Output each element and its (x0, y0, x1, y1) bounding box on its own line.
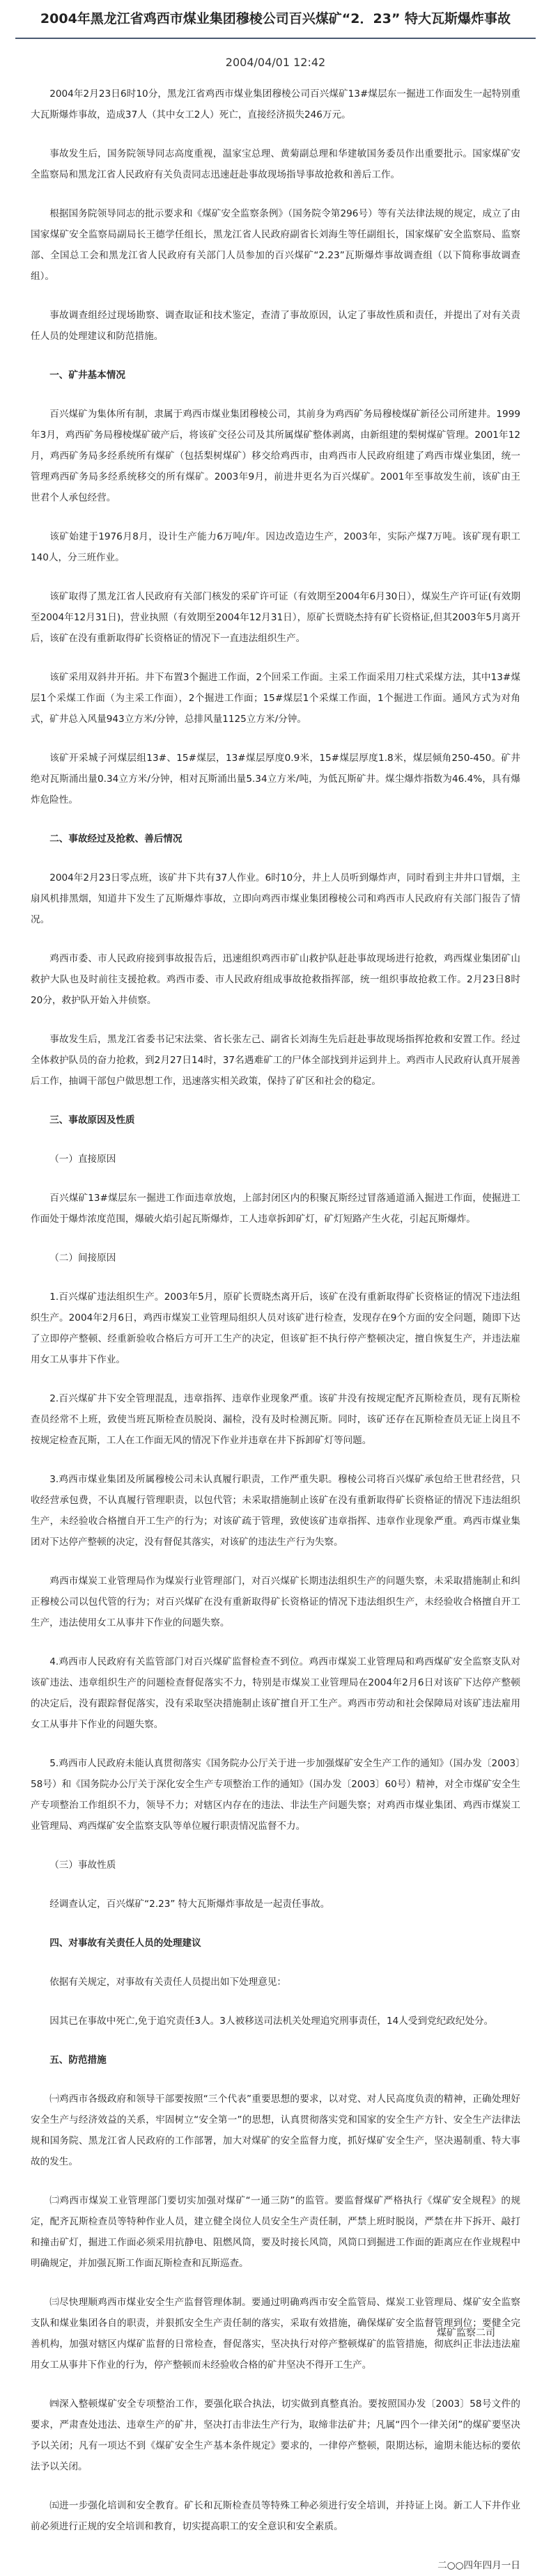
body-paragraph: 事故调查组经过现场勘察、调查取证和技术鉴定，查清了事故原因，认定了事故性质和责任，并提出了对有关责任人员的处理建议和防范措施。 (31, 310, 520, 342)
paragraph-gap (31, 2274, 520, 2292)
document-title: 2004年黑龙江省鸡西市煤业集团穆棱公司百兴煤矿“2．23” 特大瓦斯爆炸事故 (40, 11, 511, 26)
paragraph-gap (31, 1633, 520, 1651)
paragraph-gap (31, 1451, 520, 1469)
paragraph-gap (31, 185, 520, 203)
body-paragraph: 事故发生后，黑龙江省委书记宋法棠、省长张左己、副省长刘海生先后赶赴事故现场指挥抢救和安置工作。经过全体救护队员的奋力抢救，到2月27日14时，37名遇难矿工的尸体全部找到并运到井上。鸡西市人民政府认真开展善后工作，抽调干部包户做思想工作，迅速落实相关政策，保持了矿区和社会的稳定。 (31, 1034, 520, 1087)
section-heading: 一、矿井基本情况 (49, 370, 125, 381)
paragraph-gap (31, 1269, 520, 1287)
section-heading: 五、防范措施 (49, 2055, 107, 2066)
paragraph-gap (31, 2375, 520, 2394)
body-paragraph: 5.鸡西市人民政府未能认真贯彻落实《国务院办公厅关于进一步加强煤矿安全生产工作的通知》（国办发〔2003〕58号）和《国务院办公厅关于深化安全生产专项整治工作的通知》（国办发〔2003〕60号）精神，对全市煤矿安全生产专项整治工作组织不力，领导不力；对辖区内存在的违法、非法生产问题失察；对鸡西市煤业集团、鸡西市煤炭工业管理局、鸡西煤矿安全监察支队等单位履行职责情况监督不力。 (31, 1758, 520, 1832)
document-date-signature: 二○○四年四月一日 (437, 2560, 520, 2571)
body-paragraph: 1.百兴煤矿违法组织生产。2003年5月，原矿长贾晓杰离开后，该矿在没有重新取得矿长资格证的情况下违法组织生产。2004年2月6日，鸡西市煤炭工业管理局组织人员对该矿进行检查，发现存在9个方面的安全问题，随即下达了立即停产整顿、经重新验收合格后方可开工生产的决定，但该矿拒不执行停产整顿决定，擅自恢复生产，并违法雇用女工从事井下作业。 (31, 1291, 520, 1365)
paragraph-gap (31, 1735, 520, 1753)
body-paragraph: 事故发生后，国务院领导同志高度重视，温家宝总理、黄菊副总理和华建敏国务委员作出重要批示。国家煤矿安全监察局和黑龙江省人民政府有关负责同志迅速赶赴事故现场指导事故抢救和善后工作。 (31, 148, 520, 180)
paragraph-gap (31, 568, 520, 586)
body-paragraph: ㈢尽快理顺鸡西市煤业安全生产监督管理体制。要通过明确鸡西市安全监管局、煤炭工业管理局、煤矿安全监察支队和煤业集团各自的职责，并狠抓安全生产责任制的落实，采取有效措施，确保煤矿安全监督管理到位；要健全完善机构，加强对辖区内煤矿监督的日常检查，督促落实，坚决执行对停产整顿煤矿的监管措施，彻底纠正非法违法雇用女工从事井下作业的行为，停产整顿而未经验收合格的矿井坚决不得开工生产。 (31, 2297, 520, 2371)
body-paragraph: （一）直接原因 (49, 1154, 116, 1165)
body-paragraph: 依据有关规定，对事故有关责任人员提出如下处理意见： (49, 1977, 287, 1988)
title-divider (15, 38, 536, 39)
paragraph-gap (31, 1954, 520, 1972)
body-paragraph: 2004年2月23日6时10分，黑龙江省鸡西市煤业集团穆棱公司百兴煤矿13#煤层东一掘进工作面发生一起特别重大瓦斯爆炸事故，造成37人（其中女工2人）死亡，直接经济损失246万元。 (31, 88, 520, 120)
body-paragraph: 2004年2月23日零点班，该矿井下共有37人作业。6时10分，井上人员听到爆炸声，同时看到主井井口冒烟，主扇风机排黑烟，知道井下发生了瓦斯爆炸事故，立即向鸡西市煤业集团穆棱公司和鸡西市人民政府有关部门报告了情况。 (31, 872, 520, 925)
body-paragraph: ㈤进一步强化培训和安全教育。矿长和瓦斯检查员等特殊工种必须进行安全培训，并持证上岗。新工人下井作业前必须进行正规的安全培训和教育，切实提高职工的安全意识和安全素质。 (31, 2500, 520, 2532)
body-paragraph: 4.鸡西市人民政府有关监管部门对百兴煤矿监督检查不到位。鸡西市煤炭工业管理局和鸡西煤矿安全监察支队对该矿违法、违章组织生产的问题检查督促落实不力，特别是市煤炭工业管理局在2004年2月6日对该矿下达停产整顿的决定后，没有跟踪督促落实，没有采取坚决措施制止该矿擅自开工生产。鸡西市劳动和社会保障局对该矿违法雇用女工从事井下作业的问题失察。 (31, 1656, 520, 1730)
paragraph-gap (31, 1915, 520, 1933)
body-paragraph: （三）事故性质 (49, 1860, 116, 1871)
paragraph-gap (31, 1876, 520, 1894)
body-paragraph: 经调查认定，百兴煤矿“2.23” 特大瓦斯爆炸事故是一起责任事故。 (49, 1899, 330, 1910)
body-paragraph: （二）间接原因 (49, 1252, 116, 1264)
paragraph-gap (31, 930, 520, 948)
body-paragraph: 该矿开采城子河煤层组13#、15#煤层，13#煤层厚度0.9米，15#煤层厚度1.8米，煤层倾角250-450。矿井绝对瓦斯涌出量0.34立方米/分钟，相对瓦斯涌出量5.34立方米/吨，为低瓦斯矿井。煤尘爆炸指数为46.4%，具有爆炸危险性。 (31, 753, 520, 806)
body-paragraph: ㈠鸡西市各级政府和领导干部要按照“三个代表”重要思想的要求，以对党、对人民高度负责的精神，正确处理好安全生产与经济效益的关系，牢固树立“安全第一”的思想，认真贯彻落实党和国家的安全生产方针、安全生产法律法规和国务院、黑龙江省人民政府的工作部署，加大对煤矿的安全监督力度，抓好煤矿安全生产，坚决遏制重、特大事故的发生。 (31, 2094, 520, 2167)
body-paragraph: 3.鸡西市煤业集团及所属穆棱公司未认真履行职责，工作严重失职。穆棱公司将百兴煤矿承包给王世君经营，只收经营承包费，不认真履行管理职责，以包代管；未采取措施制止该矿在没有重新取得矿长资格证的情况下违法组织生产，未经验收合格擅自开工生产的行为；对该矿疏于管理，致使该矿违章指挥、违章作业现象严重。鸡西市煤业集团对下达停产整顿的决定，没有督促其落实，对该矿的违法生产行为失察。 (31, 1474, 520, 1548)
paragraph-gap (31, 1553, 520, 1571)
body-paragraph: 鸡西市煤炭工业管理局作为煤炭行业管理部门，对百兴煤矿长期违法组织生产的问题失察，未采取措施制止和纠正穆棱公司以包代管的行为；对百兴煤矿在没有重新取得矿长资格证的情况下违法组织生产，未经验收合格擅自开工生产，违法使用女工从事井下作业的问题失察。 (31, 1576, 520, 1628)
paragraph-gap (31, 1230, 520, 1248)
paragraph-gap (31, 730, 520, 748)
section-heading: 三、事故原因及性质 (49, 1115, 135, 1126)
body-paragraph: 因其已在事故中死亡,免于追究责任3人。3人被移送司法机关处理追究刑事责任，14人受到党纪政纪处分。 (49, 2016, 494, 2027)
body-paragraph: 该矿取得了黑龙江省人民政府有关部门核发的采矿许可证（有效期至2004年6月30日），煤炭生产许可证(有效期至2004年12月31日)，营业执照（有效期至2004年12月31日），原矿长贾晓杰持有矿长资格证,但其2003年5月离开后，该矿在没有重新取得矿长资格证的情况下一直违法组织生产。 (31, 591, 520, 644)
paragraph-gap (31, 1370, 520, 1388)
body-paragraph: 2.百兴煤矿井下安全管理混乱，违章指挥、违章作业现象严重。该矿井没有按规定配齐瓦斯检查员，现有瓦斯检查员经常不上班，致使当班瓦斯检查员脱岗、漏检，没有及时检测瓦斯。同时，该矿还存在瓦斯检查员无证上岗且不按规定检查瓦斯，工人在工作面无风的情况下作业并违章在井下拆卸矿灯等问题。 (31, 1393, 520, 1446)
paragraph-gap (31, 649, 520, 667)
issuing-department: 煤矿监察二司 (437, 2327, 495, 2339)
body-paragraph: 鸡西市委、市人民政府接到事故报告后，迅速组织鸡西市矿山救护队赶赴事故现场进行抢救，鸡西煤业集团矿山救护大队也及时前往支援抢救。鸡西市委、市人民政府组成事故抢救指挥部，统一组织事故抢救工作。2月23日8时20分，救护队开始入井侦察。 (31, 953, 520, 1006)
paragraph-gap (31, 810, 520, 828)
body-paragraph: 百兴煤矿为集体所有制，隶属于鸡西市煤业集团穆棱公司，其前身为鸡西矿务局穆棱煤矿新径公司所建井。1999年3月，鸡西矿务局穆棱煤矿破产后，将该矿交径公司及其所属煤矿整体剥离，由新组建的梨树煤矿管理。2001年12月，鸡西矿务局多经系统所有煤矿（包括梨树煤矿）移交给鸡西市，由鸡西市人民政府组建了鸡西市煤业集团，统一管理鸡西矿务局多经系统移交的所有煤矿。2003年9月，前进井更名为百兴煤矿。2001年至事故发生前，该矿由王世君个人承包经营。 (31, 409, 520, 503)
paragraph-gap (31, 2032, 520, 2050)
paragraph-gap (31, 1837, 520, 1855)
body-paragraph: 该矿采用双斜井开拓。井下布置3个掘进工作面，2个回采工作面。主采工作面采用刀柱式采煤方法，其中13#煤层1个采煤工作面（为主采工作面），2个掘进工作面；15#煤层1个采煤工作面，1个掘进工作面。通风方式为对角式，矿井总入风量943立方米/分钟，总排风量1125立方米/分钟。 (31, 672, 520, 725)
paragraph-gap (31, 849, 520, 867)
paragraph-gap (31, 347, 520, 365)
paragraph-gap (31, 1092, 520, 1110)
paragraph-gap (31, 1993, 520, 2011)
paragraph-gap (31, 2071, 520, 2089)
paragraph-gap (31, 1131, 520, 1149)
paragraph-gap (31, 125, 520, 143)
document-header (0, 0, 551, 84)
paragraph-gap (31, 2477, 520, 2495)
body-paragraph: ㈡鸡西市煤炭工业管理部门要切实加强对煤矿“一通三防”的监管。要监督煤矿严格执行《煤矿安全规程》的规定，配齐瓦斯检查员等特种作业人员，建立健全岗位人员安全生产责任制，严禁上班时脱岗，严禁在井下拆开、敲打和撞击矿灯，掘进工作面必须采用抗静电、阻燃风筒，要及时接长风筒，风筒口到掘进工作面的距离应在作业规程中明确规定，并加强瓦斯工作面瓦斯检查和瓦斯巡查。 (31, 2195, 520, 2269)
section-heading: 二、事故经过及抢救、善后情况 (49, 833, 183, 845)
publish-date: 2004/04/01 12:42 (225, 56, 326, 69)
paragraph-gap (31, 386, 520, 404)
body-paragraph: 百兴煤矿13#煤层东一掘进工作面违章放炮，上部封闭区内的积聚瓦斯经过冒落通道涌入掘进工作面，使掘进工作面处于爆炸浓度范围，爆破火焰引起瓦斯爆炸，工人违章拆卸矿灯，矿灯短路产生火花，引起瓦斯爆炸。 (31, 1193, 520, 1225)
paragraph-gap (31, 2172, 520, 2190)
body-paragraph: 根据国务院领导同志的批示要求和《煤矿安全监察条例》（国务院令第296号）等有关法律法规的规定，成立了由国家煤矿安全监察局副局长王德学任组长，黑龙江省人民政府副省长刘海生等任副组长，国家煤矿安全监察局、监察部、全国总工会和黑龙江省人民政府有关部门人员参加的百兴煤矿“2.23”瓦斯爆炸事故调查组（以下简称事故调查组）。 (31, 208, 520, 282)
section-heading: 四、对事故有关责任人员的处理建议 (49, 1938, 201, 1949)
paragraph-gap (31, 1170, 520, 1188)
document-body (0, 84, 551, 2576)
body-paragraph: 该矿始建于1976月8月，设计生产能力6万吨/年。因边改造边生产，2003年，实际产煤7万吨。该矿现有职工140人，分三班作业。 (31, 531, 520, 563)
body-paragraph: ㈣深入整顿煤矿安全专项整治工作，要强化联合执法，切实做到真整真治。要按照国办发〔2003〕58号文件的要求，严肃查处违法、违章生产的矿井，坚决打击非法生产行为，取缔非法矿井；凡属“四个一律关闭”的煤矿要坚决予以关闭；凡有一项达不到《煤矿安全生产基本条件规定》要求的，一律停产整顿，限期达标，逾期未能达标的要依法予以关闭。 (31, 2398, 520, 2472)
paragraph-gap (31, 508, 520, 526)
paragraph-gap (31, 287, 520, 305)
paragraph-gap (31, 1011, 520, 1029)
